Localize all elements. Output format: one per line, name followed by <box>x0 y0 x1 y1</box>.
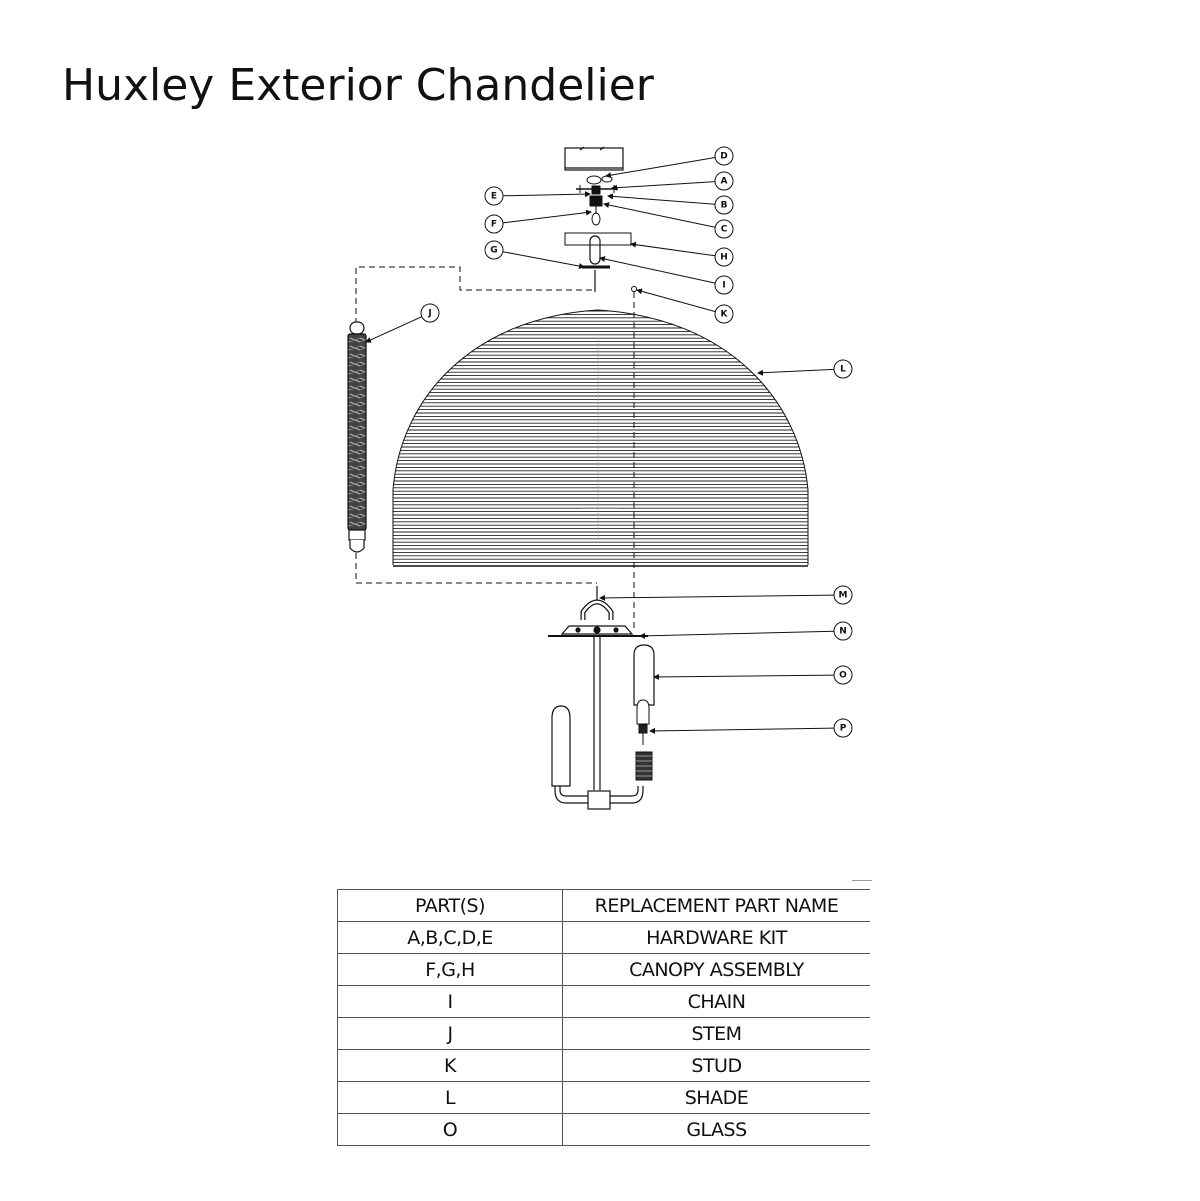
callout-label: L <box>840 364 846 375</box>
row-parts: A,B,C,D,E <box>338 922 563 954</box>
leader-line-k <box>637 290 715 312</box>
callout-k <box>715 305 733 323</box>
row-part-name: GLASS <box>563 1114 871 1146</box>
leader-line-l <box>758 369 834 373</box>
leader-line-g <box>503 252 584 267</box>
leader-line-m <box>600 595 834 598</box>
leader-line-a <box>612 182 715 188</box>
callout-e <box>485 187 503 205</box>
table-row <box>338 1082 871 1114</box>
callout-n <box>834 622 852 640</box>
table-header-row <box>338 890 871 922</box>
row-part-name: HARDWARE KIT <box>563 922 871 954</box>
leader-line-f <box>503 212 591 223</box>
callout-label: M <box>838 590 848 601</box>
mounting-loop <box>583 586 611 620</box>
callout-b <box>715 196 733 214</box>
table-row <box>338 922 871 954</box>
row-part-name: CANOPY ASSEMBLY <box>563 954 871 986</box>
callout-label: I <box>722 280 726 291</box>
stem-coil <box>348 322 366 552</box>
dome-shade <box>380 310 820 566</box>
callout-g <box>485 241 503 259</box>
left-glass-cylinder <box>552 706 570 786</box>
table-row <box>338 954 871 986</box>
table-row <box>338 1018 871 1050</box>
row-part-name: STUD <box>563 1050 871 1082</box>
table-row <box>338 1050 871 1082</box>
callout-label: G <box>490 245 498 256</box>
dashed-routing <box>356 267 634 632</box>
table-row <box>338 986 871 1018</box>
header-part-name: REPLACEMENT PART NAME <box>563 890 871 922</box>
row-parts: K <box>338 1050 563 1082</box>
header-parts: PART(S) <box>338 890 563 922</box>
callout-label: O <box>839 670 847 681</box>
callout-p <box>834 719 852 737</box>
leader-line-i <box>600 258 715 283</box>
callout-label: F <box>490 219 498 230</box>
leader-line-h <box>631 244 715 256</box>
leader-line-j <box>366 317 422 342</box>
row-parts: J <box>338 1018 563 1050</box>
callout-j <box>421 304 439 322</box>
stud <box>632 287 637 292</box>
row-parts: I <box>338 986 563 1018</box>
callout-h <box>715 248 733 266</box>
callout-label: N <box>839 626 847 637</box>
row-part-name: STEM <box>563 1018 871 1050</box>
callout-label: J <box>428 308 432 319</box>
callout-o <box>834 666 852 684</box>
callout-d <box>715 147 733 165</box>
row-parts: L <box>338 1082 563 1114</box>
callout-label: K <box>720 309 728 320</box>
row-parts: O <box>338 1114 563 1146</box>
table-row <box>338 1114 871 1146</box>
leader-line-c <box>604 204 715 227</box>
junction-box <box>565 147 623 170</box>
callout-f <box>485 215 503 233</box>
mounting-plate <box>548 626 648 636</box>
callout-label: C <box>720 224 728 235</box>
callout-label: P <box>839 723 847 734</box>
leader-line-d <box>606 158 715 177</box>
row-part-name: CHAIN <box>563 986 871 1018</box>
callout-label: B <box>720 200 728 211</box>
row-part-name: SHADE <box>563 1082 871 1114</box>
callout-c <box>715 220 733 238</box>
leader-line-e <box>503 194 590 196</box>
row-parts: F,G,H <box>338 954 563 986</box>
leader-line-b <box>608 196 715 204</box>
callout-label: D <box>720 151 728 162</box>
hardware-cluster <box>576 176 618 225</box>
leader-line-n <box>640 631 834 636</box>
callout-label: A <box>720 176 728 187</box>
page-title: Huxley Exterior Chandelier <box>62 60 654 111</box>
socket <box>636 752 652 780</box>
callout-label: E <box>490 191 498 202</box>
callout-l <box>834 360 852 378</box>
chain-link <box>582 236 610 292</box>
bulb <box>637 700 649 745</box>
right-glass-cylinder <box>634 645 654 705</box>
canopy <box>565 233 631 245</box>
parts-table <box>337 889 870 1146</box>
callout-a <box>715 172 733 190</box>
leader-line-o <box>654 675 834 677</box>
leader-line-p <box>650 728 834 731</box>
callout-i <box>715 276 733 294</box>
callout-label: H <box>720 252 728 263</box>
callout-m <box>834 586 852 604</box>
table-top-rule <box>852 880 872 881</box>
